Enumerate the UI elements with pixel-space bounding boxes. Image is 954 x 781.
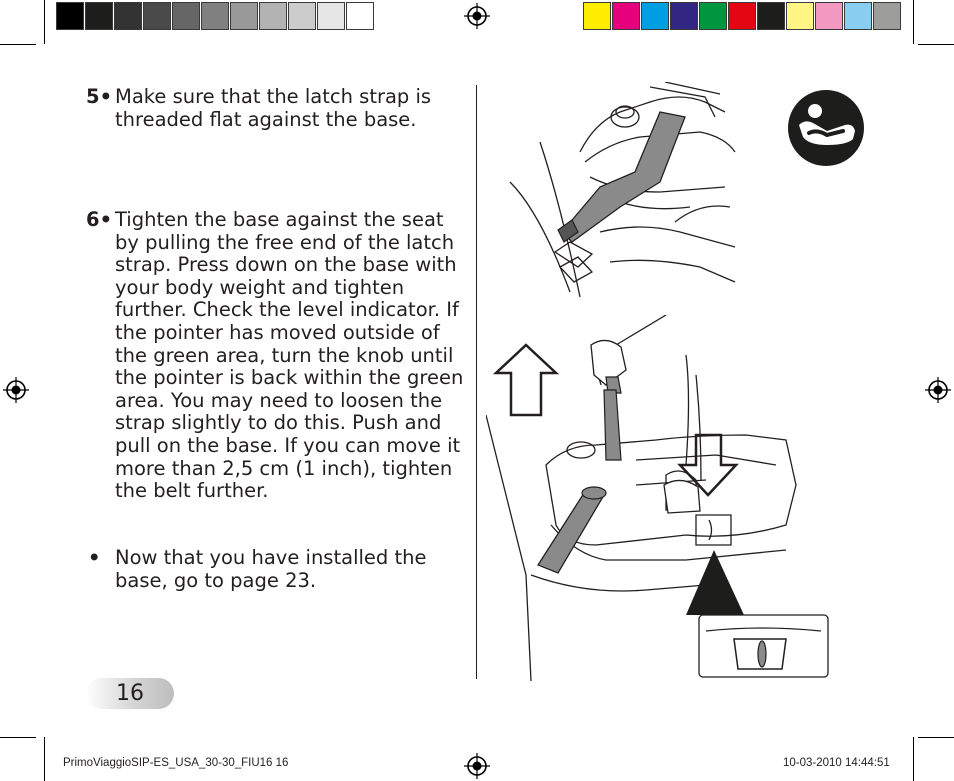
color-swatch bbox=[844, 2, 872, 30]
registration-mark-icon bbox=[3, 377, 29, 403]
color-swatch bbox=[230, 2, 258, 30]
color-swatch bbox=[815, 2, 843, 30]
footer-date-time: 10-03-2010 14:44:51 bbox=[783, 757, 890, 769]
color-swatch bbox=[201, 2, 229, 30]
color-swatch bbox=[114, 2, 142, 30]
step-text: Make sure that the latch strap is threaded flat against the base. bbox=[115, 85, 432, 131]
tighten-base-illustration bbox=[486, 315, 830, 685]
crop-mark bbox=[0, 44, 36, 45]
color-swatch bbox=[317, 2, 345, 30]
color-swatch bbox=[757, 2, 785, 30]
color-swatch bbox=[699, 2, 727, 30]
latch-strap-illustration bbox=[500, 82, 740, 311]
color-swatch bbox=[728, 2, 756, 30]
color-swatch bbox=[172, 2, 200, 30]
bullet: • bbox=[88, 546, 101, 569]
step-number: 5• bbox=[86, 85, 113, 108]
step-number: 6• bbox=[86, 208, 113, 231]
color-swatch bbox=[56, 2, 84, 30]
crop-mark bbox=[918, 737, 954, 738]
crop-mark bbox=[913, 737, 914, 781]
gray-color-bar bbox=[56, 2, 375, 30]
color-swatch bbox=[670, 2, 698, 30]
column-divider bbox=[476, 85, 477, 679]
color-swatch bbox=[259, 2, 287, 30]
page-number: 16 bbox=[116, 681, 144, 706]
color-swatch bbox=[346, 2, 374, 30]
crop-mark bbox=[44, 737, 45, 781]
crop-mark bbox=[918, 44, 954, 45]
crop-mark bbox=[44, 0, 45, 44]
color-swatch bbox=[288, 2, 316, 30]
color-swatch bbox=[143, 2, 171, 30]
color-swatch bbox=[85, 2, 113, 30]
crop-mark bbox=[913, 0, 914, 44]
car-seat-base-icon bbox=[787, 89, 865, 171]
registration-mark-icon bbox=[464, 3, 490, 29]
color-swatch bbox=[641, 2, 669, 30]
process-color-bar bbox=[583, 2, 902, 30]
registration-mark-icon bbox=[464, 753, 490, 779]
step-text: Now that you have installed the base, go to page 23. bbox=[115, 546, 427, 592]
step-text: Tighten the base against the seat by pulling the free end of the latch strap. Press down on the base with your body weight and tighten further. Check the level indicator. If the pointer has moved outside of the green area, turn the knob until the pointer is back within the green area. You may need to loosen the strap slightly to do this. Push and pull on the base. If you can move it more than 2,5 cm (1 inch), tighten the belt further. bbox=[115, 208, 464, 503]
arrow-up-icon bbox=[496, 345, 556, 415]
color-swatch bbox=[873, 2, 901, 30]
color-swatch bbox=[786, 2, 814, 30]
footer-file-info: PrimoViaggioSIP-ES_USA_30-30_FIU16 16 bbox=[63, 757, 289, 769]
color-swatch bbox=[583, 2, 611, 30]
crop-mark bbox=[0, 737, 36, 738]
registration-mark-icon bbox=[925, 377, 951, 403]
color-swatch bbox=[612, 2, 640, 30]
